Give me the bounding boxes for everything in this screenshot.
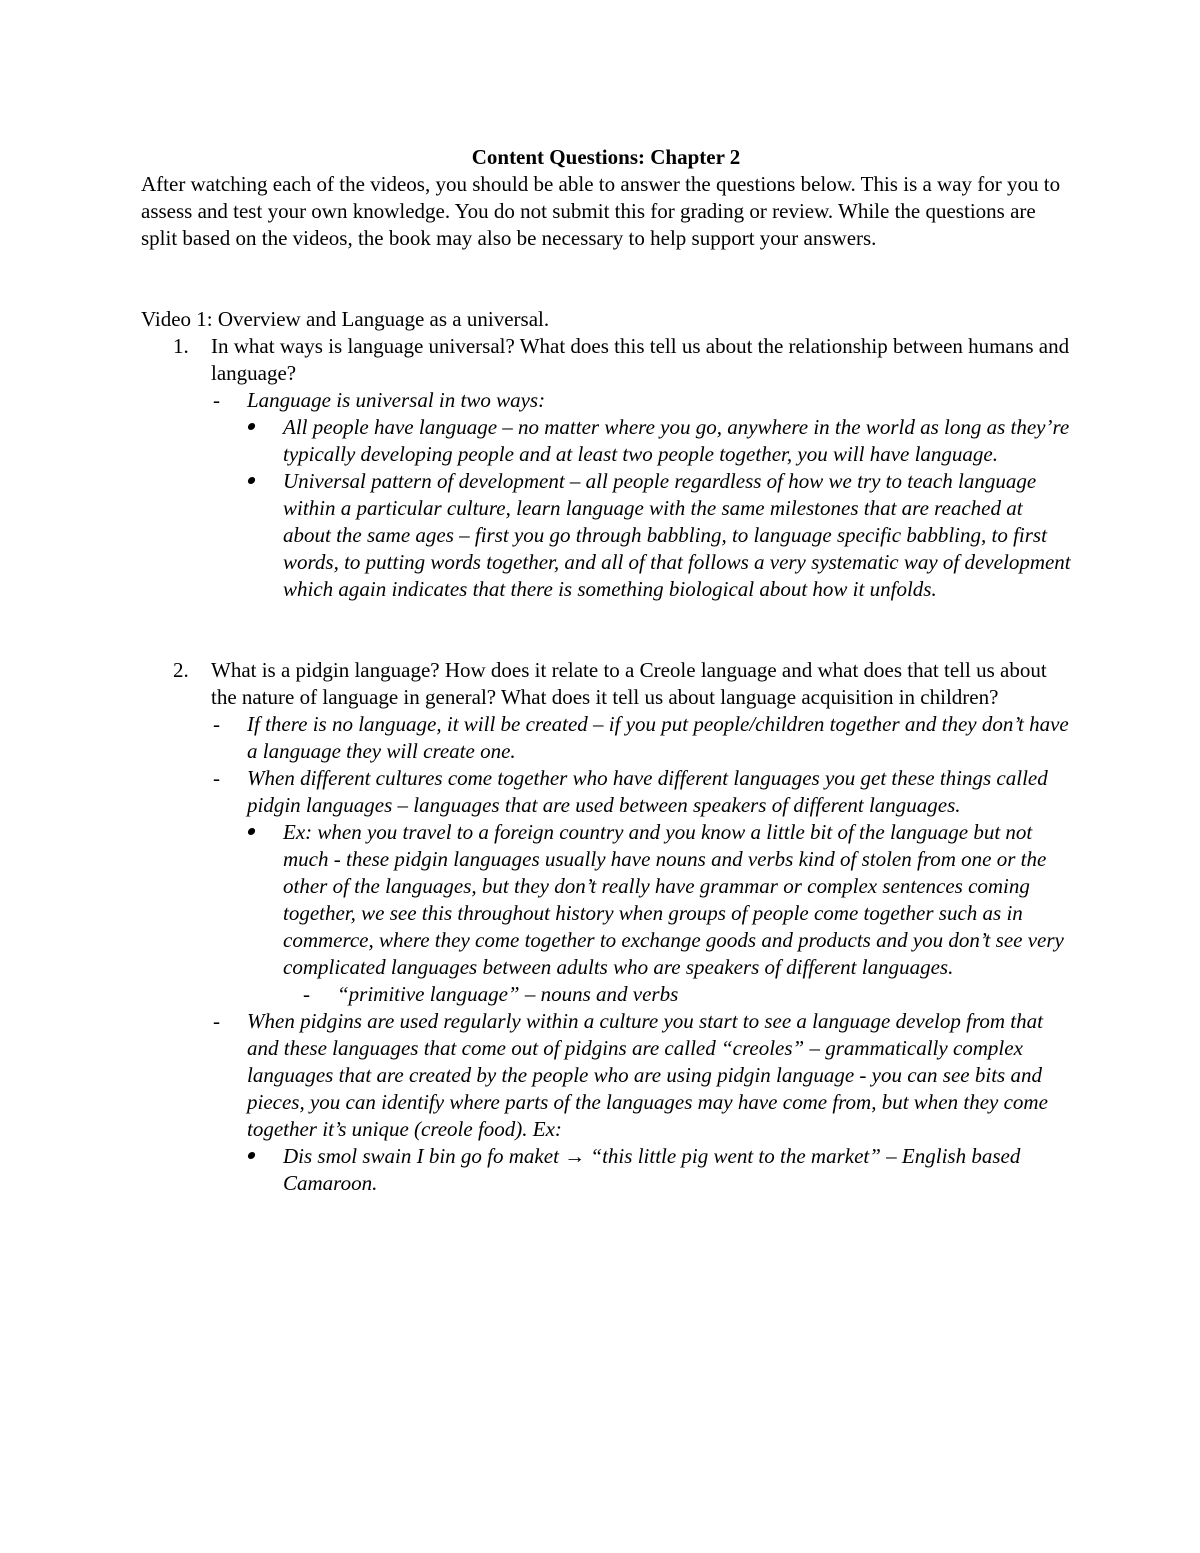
answer-text: Language is universal in two ways: — [247, 388, 546, 412]
dash-marker: - — [303, 982, 310, 1006]
answer-text: Ex: when you travel to a foreign country and you know a little bit of the language but not much - these pidgin languages usually have nouns and verbs kind of stolen from one or the other of the languages, but they don’t really have grammar or complex sentences coming together, we see this throughout history when groups of people come together such as in commerce, where they come together to exchange goods and products and you don’t see very complicated languages between adults who are speakers of different languages. — [283, 820, 1064, 979]
answer-text: All people have language – no matter where you go, anywhere in the world as long as they’re typically developing people and at least two people together, you will have language. — [283, 415, 1070, 466]
answer-bullet-item — [141, 468, 1071, 603]
question-number: 2. — [173, 658, 189, 682]
answer-bullet-item — [141, 414, 1071, 468]
bullet-icon — [247, 423, 255, 430]
video1-heading: Video 1: Overview and Language as a universal. — [141, 307, 550, 331]
answer-dash-item — [141, 711, 1071, 765]
dash-marker: - — [213, 388, 220, 412]
answer-text: “primitive language” – nouns and verbs — [337, 982, 679, 1006]
question-number: 1. — [173, 334, 189, 358]
bullet-icon — [247, 828, 255, 835]
answer-dash-item — [141, 765, 1071, 819]
answer-subdash-item — [141, 981, 1071, 1008]
question-2 — [141, 657, 1071, 711]
document-title: Content Questions: Chapter 2 — [471, 145, 741, 169]
dash-marker: - — [213, 1009, 220, 1033]
answer-bullet-item — [141, 1143, 1071, 1197]
spacer — [141, 252, 1071, 306]
answer-text: When different cultures come together who have different languages you get these things called pidgin languages – languages that are used between speakers of different languages. — [247, 766, 1048, 817]
dash-marker: - — [213, 712, 220, 736]
intro-paragraph: After watching each of the videos, you should be able to answer the questions below. This is a way for you to assess and test your own knowledge. You do not submit this for grading or review. While the questions are split based on the videos, the book may also be necessary to help support your answers. — [141, 172, 1061, 250]
dash-marker: - — [213, 766, 220, 790]
bullet-icon — [247, 1152, 255, 1159]
right-arrow-icon: → — [564, 1144, 586, 1168]
spacer — [141, 603, 1071, 657]
answer-dash-item — [141, 1008, 1071, 1143]
question-1 — [141, 333, 1071, 387]
question-text: In what ways is language universal? What does this tell us about the relationship between humans and language? — [211, 334, 1070, 385]
answer-text: When pidgins are used regularly within a culture you start to see a language develop from that and these languages that come out of pidgins are called “creoles” – grammatically complex languages that are created by the people who are using pidgin language - you can see bits and pieces, you can identify where parts of the languages may have come from, but when they come together it’s unique (creole food). Ex: — [247, 1009, 1048, 1141]
answer-text: If there is no language, it will be created – if you put people/children together and they don’t have a language they will create one. — [247, 712, 1069, 763]
answer-dash-item — [141, 387, 1071, 414]
question-text: What is a pidgin language? How does it relate to a Creole language and what does that tell us about the nature of language in general? What does it tell us about language acquisition in children? — [211, 658, 1047, 709]
answer-text: “this little pig went to the market” – English based Camaroon. — [283, 1144, 1021, 1195]
answer-text: Universal pattern of development – all people regardless of how we try to teach language within a particular culture, learn language with the same milestones that are reached at about the same ages – first you go through babbling, to language specific babbling, to first words, to putting words together, and all of that follows a very systematic way of development which again indicates that there is something biological about how it unfolds. — [283, 469, 1071, 601]
document-content — [141, 143, 1071, 1197]
answer-text: Dis smol swain I bin go fo maket — [283, 1144, 565, 1168]
bullet-icon — [247, 477, 255, 484]
answer-bullet-item — [141, 819, 1071, 981]
